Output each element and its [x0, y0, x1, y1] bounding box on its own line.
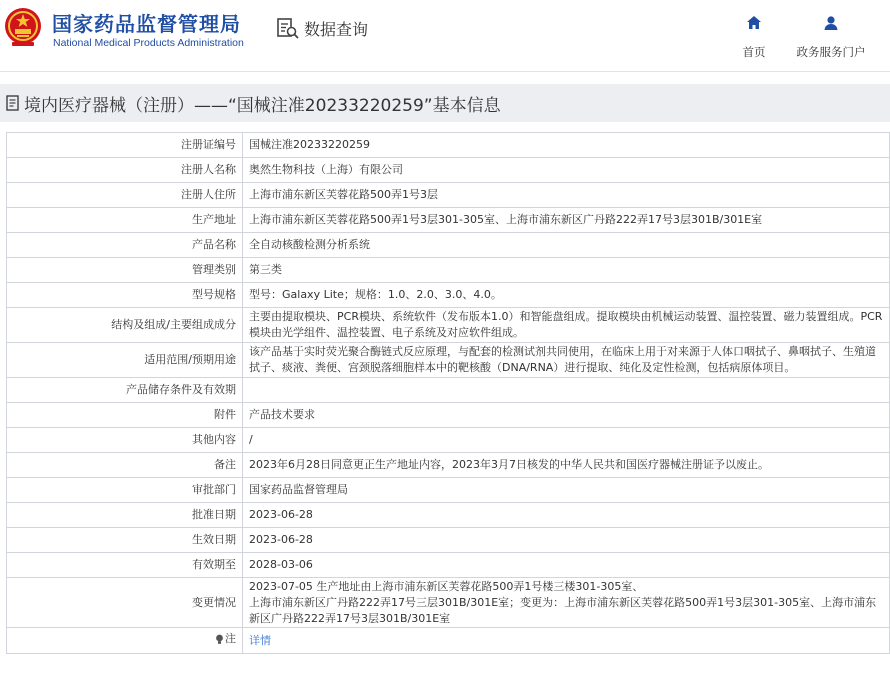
lightbulb-icon — [215, 634, 224, 645]
change-record-line-2: 上海市浦东新区广丹路222弄17号三层301B/301E室；变更为：上海市浦东新区芙蓉花路500弄1号3层301-305室、上海市浦东新区广丹路222弄17号3层301B/301E室 — [249, 595, 877, 625]
field-value: 上海市浦东新区芙蓉花路500弄1号3层301-305室、上海市浦东新区广丹路222弄17号3层301B/301E室 — [243, 208, 890, 233]
details-link[interactable]: 详情 — [249, 633, 271, 647]
nav-home[interactable] — [714, 14, 794, 60]
table-row — [7, 628, 890, 654]
field-value: 该产品基于实时荧光聚合酶链式反应原理，与配套的检测试剂共同使用，在临床上用于对来源于人体口咽拭子、鼻咽拭子、生殖道拭子、痰液、粪便、宫颈脱落细胞样本中的靶核酸（DNA/RNA）进行提取、纯化及定性检测，包括病原体项目。 — [243, 343, 890, 378]
nav-home-label: 首页 — [742, 45, 766, 59]
field-label: 产品名称 — [7, 233, 243, 258]
site-title: 国家药品监督管理局 — [52, 12, 241, 36]
table-row — [7, 553, 890, 578]
field-label: 生效日期 — [7, 528, 243, 553]
page-title: 境内医疗器械（注册）——“国械注准20233220259”基本信息 — [24, 95, 501, 116]
field-label: 批准日期 — [7, 503, 243, 528]
table-row — [7, 133, 890, 158]
field-label: 结构及组成/主要组成成分 — [7, 308, 243, 343]
table-row — [7, 403, 890, 428]
user-icon — [822, 14, 840, 32]
national-emblem-icon — [4, 6, 42, 48]
data-query-label: 数据查询 — [304, 19, 369, 39]
field-label: 适用范围/预期用途 — [7, 343, 243, 378]
nav-gov-label: 政务服务门户 — [796, 45, 866, 59]
field-value: 国家药品监督管理局 — [243, 478, 890, 503]
field-value — [243, 578, 890, 628]
field-value: 2028-03-06 — [243, 553, 890, 578]
field-value: 2023-06-28 — [243, 528, 890, 553]
table-row — [7, 183, 890, 208]
field-label: 生产地址 — [7, 208, 243, 233]
table-row — [7, 343, 890, 378]
field-value: 2023-06-28 — [243, 503, 890, 528]
document-icon — [6, 95, 20, 111]
page-title-bar — [0, 84, 890, 122]
document-search-icon — [276, 16, 300, 40]
field-label: 附件 — [7, 403, 243, 428]
field-value: 主要由提取模块、PCR模块、系统软件（发布版本1.0）和智能盘组成。提取模块由机械运动装置、温控装置、磁力装置组成。PCR模块由光学组件、温控装置、电子系统及对应软件组成。 — [243, 308, 890, 343]
field-value: 第三类 — [243, 258, 890, 283]
table-row — [7, 283, 890, 308]
header-divider — [0, 71, 890, 72]
field-value: 国械注准20233220259 — [243, 133, 890, 158]
site-subtitle: National Medical Products Administration — [53, 37, 244, 49]
table-row — [7, 503, 890, 528]
table-row — [7, 478, 890, 503]
field-value: / — [243, 428, 890, 453]
field-value: 上海市浦东新区芙蓉花路500弄1号3层 — [243, 183, 890, 208]
table-row — [7, 308, 890, 343]
field-label: 审批部门 — [7, 478, 243, 503]
field-value: 奥然生物科技（上海）有限公司 — [243, 158, 890, 183]
field-label: 注册人名称 — [7, 158, 243, 183]
field-label: 产品储存条件及有效期 — [7, 378, 243, 403]
data-query-link[interactable] — [276, 14, 368, 42]
note-label-text: 注 — [225, 632, 236, 646]
field-value: 型号：Galaxy Lite；规格：1.0、2.0、3.0、4.0。 — [243, 283, 890, 308]
table-row — [7, 453, 890, 478]
field-value: 2023年6月28日同意更正生产地址内容，2023年3月7日核发的中华人民共和国医疗器械注册证予以废止。 — [243, 453, 890, 478]
field-label: 有效期至 — [7, 553, 243, 578]
field-label: 注册人住所 — [7, 183, 243, 208]
table-row — [7, 158, 890, 183]
nav-gov-service-portal[interactable] — [791, 14, 871, 60]
field-value — [243, 378, 890, 403]
note-label — [215, 631, 236, 647]
home-icon — [745, 14, 763, 32]
field-value: 全自动核酸检测分析系统 — [243, 233, 890, 258]
change-record-line-1: 2023-07-05 生产地址由上海市浦东新区芙蓉花路500弄1号楼三楼301-305室、 — [249, 579, 644, 593]
table-row — [7, 208, 890, 233]
field-value: 产品技术要求 — [243, 403, 890, 428]
site-header — [0, 0, 890, 72]
table-row — [7, 528, 890, 553]
field-label: 型号规格 — [7, 283, 243, 308]
table-row — [7, 428, 890, 453]
field-label: 其他内容 — [7, 428, 243, 453]
table-row — [7, 258, 890, 283]
field-label: 变更情况 — [7, 578, 243, 628]
field-label: 管理类别 — [7, 258, 243, 283]
field-label: 注册证编号 — [7, 133, 243, 158]
table-row — [7, 578, 890, 628]
field-value — [243, 628, 890, 654]
field-label — [7, 628, 243, 654]
detail-table — [6, 132, 890, 654]
field-label: 备注 — [7, 453, 243, 478]
table-row — [7, 378, 890, 403]
table-row — [7, 233, 890, 258]
